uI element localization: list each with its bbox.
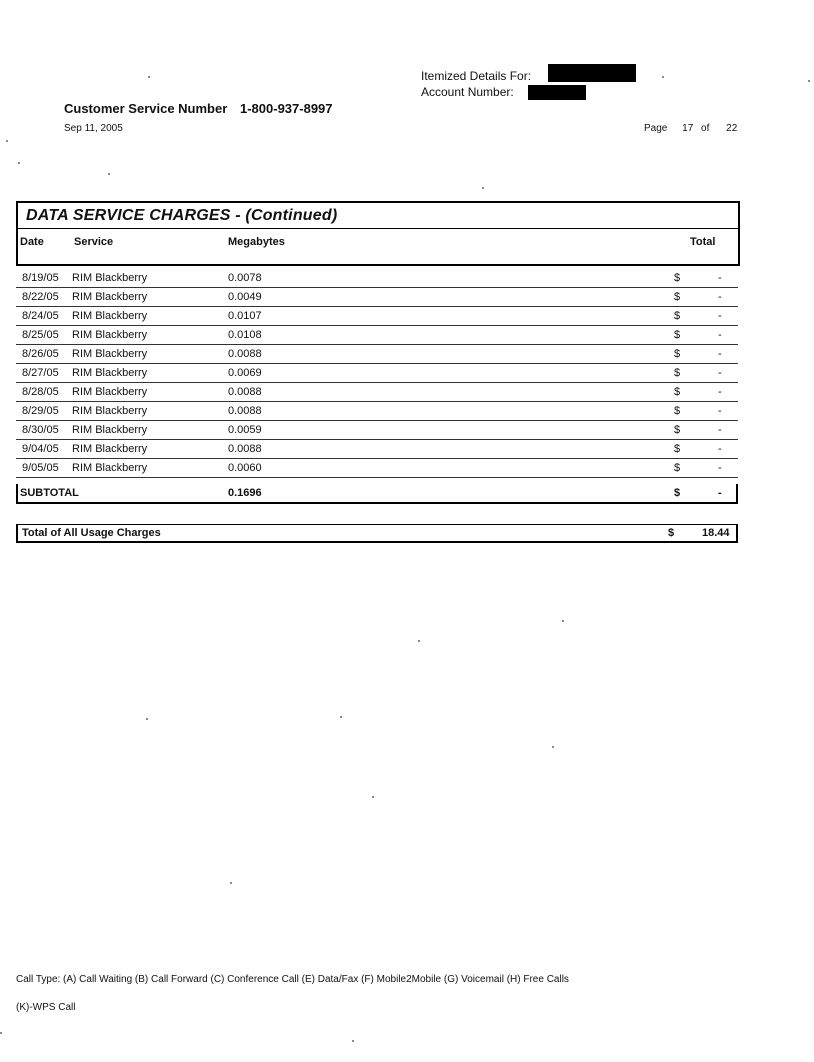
row-date: 8/28/05 [22, 386, 59, 398]
row-dollar-sign: $ [674, 462, 681, 474]
table-row [16, 439, 738, 459]
row-dollar-sign: $ [674, 272, 681, 284]
row-service: RIM Blackberry [72, 348, 148, 360]
row-total: - [718, 424, 722, 436]
row-date: 9/05/05 [22, 462, 59, 474]
customer-service-number: 1-800-937-8997 [240, 101, 333, 116]
total-usage-amount: 18.44 [702, 527, 730, 539]
table-row [16, 306, 738, 326]
table-row [16, 344, 738, 364]
customer-service-label: Customer Service Number [64, 101, 228, 116]
row-service: RIM Blackberry [72, 329, 148, 341]
row-megabytes: 0.0060 [228, 462, 262, 474]
row-total: - [718, 386, 722, 398]
section-divider [18, 228, 738, 229]
row-megabytes: 0.0108 [228, 329, 262, 341]
row-service: RIM Blackberry [72, 443, 148, 455]
page-label: Page [644, 123, 668, 134]
scan-speck [808, 80, 810, 82]
row-megabytes: 0.0107 [228, 310, 262, 322]
row-dollar-sign: $ [674, 386, 681, 398]
scan-speck [18, 162, 20, 164]
section-title: DATA SERVICE CHARGES - (Continued) [26, 207, 338, 224]
subtotal-label: SUBTOTAL [20, 487, 79, 499]
page-indicator [644, 123, 737, 134]
row-service: RIM Blackberry [72, 291, 148, 303]
table-row [16, 401, 738, 421]
row-total: - [718, 310, 722, 322]
subtotal-row [16, 484, 738, 502]
page-of: of [701, 123, 710, 134]
row-total: - [718, 443, 722, 455]
subtotal-megabytes: 0.1696 [228, 487, 262, 499]
row-dollar-sign: $ [674, 348, 681, 360]
row-service: RIM Blackberry [72, 310, 148, 322]
scan-speck [482, 187, 484, 189]
row-date: 8/24/05 [22, 310, 59, 322]
row-megabytes: 0.0088 [228, 386, 262, 398]
statement-date: Sep 11, 2005 [64, 123, 123, 134]
row-megabytes: 0.0088 [228, 405, 262, 417]
call-type-legend-continued: (K)-WPS Call [16, 1002, 76, 1013]
scan-speck [562, 620, 564, 622]
row-total: - [718, 348, 722, 360]
scan-speck [340, 716, 342, 718]
scan-speck [230, 882, 232, 884]
subtotal-underline [16, 502, 738, 504]
row-service: RIM Blackberry [72, 424, 148, 436]
column-header-service: Service [74, 236, 114, 248]
row-total: - [718, 272, 722, 284]
total-usage-label: Total of All Usage Charges [22, 527, 161, 539]
data-service-charges-header [16, 201, 740, 266]
scan-speck [0, 1032, 2, 1034]
row-date: 8/25/05 [22, 329, 59, 341]
account-number-label: Account Number: [421, 85, 514, 99]
row-service: RIM Blackberry [72, 272, 148, 284]
row-megabytes: 0.0088 [228, 443, 262, 455]
scan-speck [552, 746, 554, 748]
column-header-total: Total [690, 236, 716, 248]
table-row [16, 325, 738, 345]
row-dollar-sign: $ [674, 405, 681, 417]
scan-speck [662, 76, 664, 78]
table-row [16, 363, 738, 383]
row-dollar-sign: $ [674, 367, 681, 379]
scan-speck [352, 1040, 354, 1042]
row-total: - [718, 291, 722, 303]
table-row [16, 420, 738, 440]
row-date: 8/19/05 [22, 272, 59, 284]
row-date: 8/29/05 [22, 405, 59, 417]
scan-speck [148, 76, 150, 78]
table-row [16, 382, 738, 402]
row-megabytes: 0.0069 [228, 367, 262, 379]
itemized-details-label: Itemized Details For: [421, 69, 532, 83]
subtotal-total: - [718, 487, 722, 499]
row-dollar-sign: $ [674, 329, 681, 341]
scan-speck [6, 140, 8, 142]
table-row [16, 458, 738, 478]
row-date: 8/27/05 [22, 367, 59, 379]
column-header-date: Date [20, 236, 44, 248]
row-service: RIM Blackberry [72, 386, 148, 398]
call-type-legend: Call Type: (A) Call Waiting (B) Call Forward (C) Conference Call (E) Data/Fax (F) Mobile2Mobile (G) Voicemail (H) Free Calls [16, 974, 569, 985]
scan-speck [418, 640, 420, 642]
scan-speck [146, 718, 148, 720]
row-total: - [718, 367, 722, 379]
page-number: 17 [682, 123, 694, 134]
page-total: 22 [726, 123, 738, 134]
row-dollar-sign: $ [674, 310, 681, 322]
row-dollar-sign: $ [674, 443, 681, 455]
redacted-name [548, 64, 636, 82]
total-dollar-sign: $ [668, 527, 675, 539]
subtotal-dollar-sign: $ [674, 487, 681, 499]
row-megabytes: 0.0059 [228, 424, 262, 436]
row-total: - [718, 462, 722, 474]
row-dollar-sign: $ [674, 424, 681, 436]
row-megabytes: 0.0088 [228, 348, 262, 360]
row-date: 8/30/05 [22, 424, 59, 436]
row-service: RIM Blackberry [72, 462, 148, 474]
table-row [16, 268, 738, 288]
row-date: 9/04/05 [22, 443, 59, 455]
column-header-megabytes: Megabytes [228, 236, 285, 248]
scan-speck [108, 173, 110, 175]
row-megabytes: 0.0078 [228, 272, 262, 284]
row-service: RIM Blackberry [72, 367, 148, 379]
row-total: - [718, 329, 722, 341]
redacted-account-number [528, 85, 586, 100]
row-megabytes: 0.0049 [228, 291, 262, 303]
scan-speck [372, 796, 374, 798]
row-total: - [718, 405, 722, 417]
row-date: 8/22/05 [22, 291, 59, 303]
total-usage-charges-row [16, 524, 738, 543]
row-date: 8/26/05 [22, 348, 59, 360]
row-dollar-sign: $ [674, 291, 681, 303]
row-service: RIM Blackberry [72, 405, 148, 417]
table-row [16, 287, 738, 307]
